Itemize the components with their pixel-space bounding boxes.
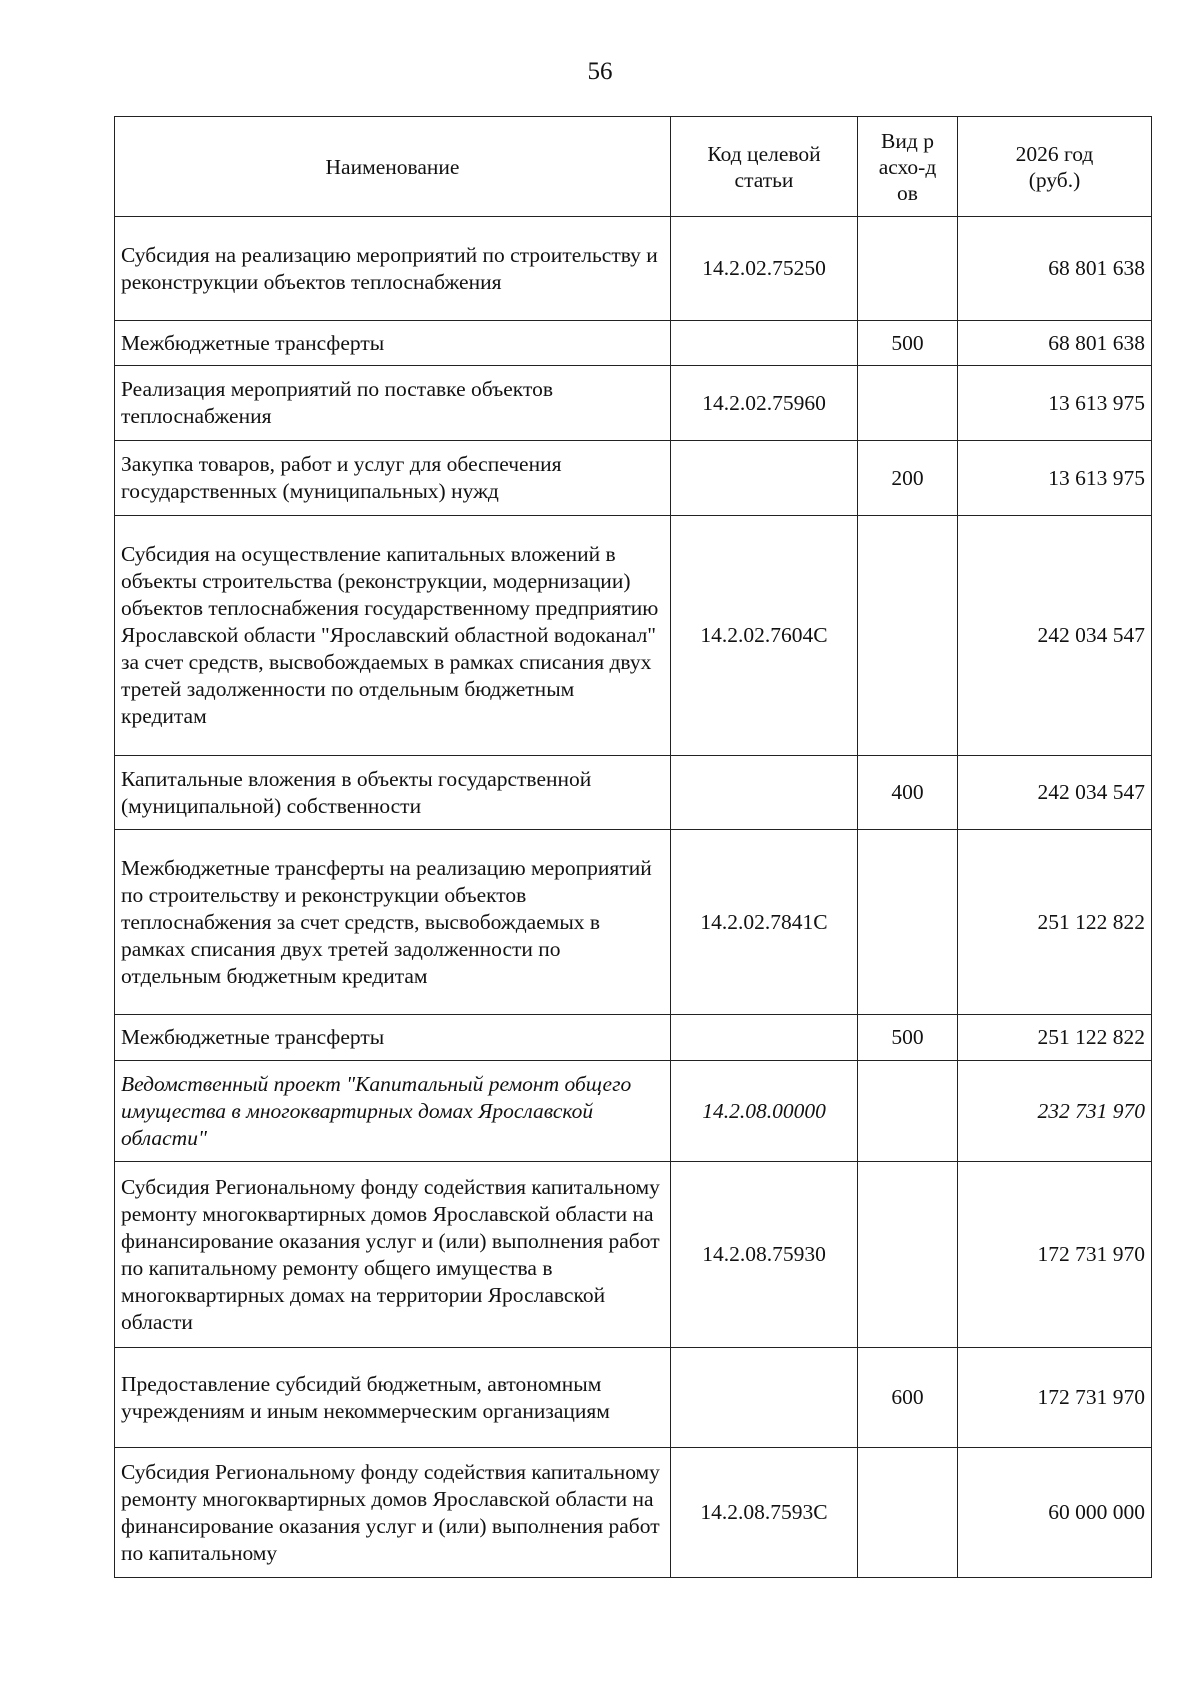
- table-header-row: [115, 117, 1152, 217]
- row-sum: 242 034 547: [958, 516, 1152, 756]
- row-sum: 242 034 547: [958, 756, 1152, 830]
- row-sum: 13 613 975: [958, 366, 1152, 441]
- header-code: Код целевой статьи: [671, 117, 858, 217]
- row-code: [671, 441, 858, 516]
- row-code: 14.2.02.7841С: [671, 830, 858, 1015]
- row-code: 14.2.08.00000: [671, 1061, 858, 1162]
- row-kind: [858, 1162, 958, 1348]
- row-code: [671, 1348, 858, 1448]
- row-name: Межбюджетные трансферты: [115, 321, 671, 366]
- row-code: 14.2.02.75960: [671, 366, 858, 441]
- table-row: [115, 1162, 1152, 1348]
- row-name: Межбюджетные трансферты: [115, 1015, 671, 1061]
- page-number: 56: [587, 58, 613, 85]
- table-row: [115, 441, 1152, 516]
- row-name: Ведомственный проект "Капитальный ремонт общего имущества в многоквартирных домах Ярославской области": [115, 1061, 671, 1162]
- table-row: [115, 217, 1152, 321]
- row-kind: [858, 1061, 958, 1162]
- table-row: [115, 1448, 1152, 1578]
- row-kind: 200: [858, 441, 958, 516]
- row-code: [671, 321, 858, 366]
- row-name: Закупка товаров, работ и услуг для обеспечения государственных (муниципальных) нужд: [115, 441, 671, 516]
- budget-table: [114, 116, 1152, 1578]
- row-sum: 68 801 638: [958, 217, 1152, 321]
- row-name: Субсидия Региональному фонду содействия капитальному ремонту многоквартирных домов Ярославской области на финансирование оказания услуг и (или) выполнения работ по капитальному: [115, 1448, 671, 1578]
- row-kind: 500: [858, 1015, 958, 1061]
- row-kind: 400: [858, 756, 958, 830]
- row-sum: 251 122 822: [958, 1015, 1152, 1061]
- row-name: Реализация мероприятий по поставке объектов теплоснабжения: [115, 366, 671, 441]
- row-code: 14.2.02.7604С: [671, 516, 858, 756]
- row-code: [671, 756, 858, 830]
- header-sum: 2026 год (руб.): [958, 117, 1152, 217]
- row-kind: [858, 1448, 958, 1578]
- row-sum: 13 613 975: [958, 441, 1152, 516]
- row-sum: 232 731 970: [958, 1061, 1152, 1162]
- row-kind: 500: [858, 321, 958, 366]
- row-sum: 251 122 822: [958, 830, 1152, 1015]
- table-row: [115, 516, 1152, 756]
- row-sum: 172 731 970: [958, 1162, 1152, 1348]
- row-sum: 68 801 638: [958, 321, 1152, 366]
- table-row-project: [115, 1061, 1152, 1162]
- table-row: [115, 1015, 1152, 1061]
- row-kind: [858, 516, 958, 756]
- table-row: [115, 366, 1152, 441]
- row-sum: 60 000 000: [958, 1448, 1152, 1578]
- row-kind: [858, 366, 958, 441]
- row-code: 14.2.02.75250: [671, 217, 858, 321]
- row-name: Межбюджетные трансферты на реализацию мероприятий по строительству и реконструкции объектов теплоснабжения за счет средств, высвобождаемых в рамках списания двух третей задолженности по отдельным бюджетным кредитам: [115, 830, 671, 1015]
- row-kind: [858, 217, 958, 321]
- row-code: 14.2.08.7593С: [671, 1448, 858, 1578]
- row-name: Субсидия на осуществление капитальных вложений в объекты строительства (реконструкции, модернизации) объектов теплоснабжения государственному предприятию Ярославской области "Ярославский областной водоканал" за счет средств, высвобождаемых в рамках списания двух третей задолженности по отдельным бюджетным кредитам: [115, 516, 671, 756]
- row-name: Субсидия на реализацию мероприятий по строительству и реконструкции объектов теплоснабжения: [115, 217, 671, 321]
- row-code: 14.2.08.75930: [671, 1162, 858, 1348]
- row-name: Предоставление субсидий бюджетным, автономным учреждениям и иным некоммерческим организациям: [115, 1348, 671, 1448]
- table-row: [115, 756, 1152, 830]
- header-name: Наименование: [115, 117, 671, 217]
- table-row: [115, 830, 1152, 1015]
- row-sum: 172 731 970: [958, 1348, 1152, 1448]
- table-row: [115, 1348, 1152, 1448]
- row-name: Субсидия Региональному фонду содействия капитальному ремонту многоквартирных домов Ярославской области на финансирование оказания услуг и (или) выполнения работ по капитальному ремонту общего имущества в многоквартирных домах на территории Ярославской области: [115, 1162, 671, 1348]
- row-kind: [858, 830, 958, 1015]
- table-row: [115, 321, 1152, 366]
- header-kind: Вид расхо-дов: [858, 117, 958, 217]
- row-code: [671, 1015, 858, 1061]
- row-kind: 600: [858, 1348, 958, 1448]
- row-name: Капитальные вложения в объекты государственной (муниципальной) собственности: [115, 756, 671, 830]
